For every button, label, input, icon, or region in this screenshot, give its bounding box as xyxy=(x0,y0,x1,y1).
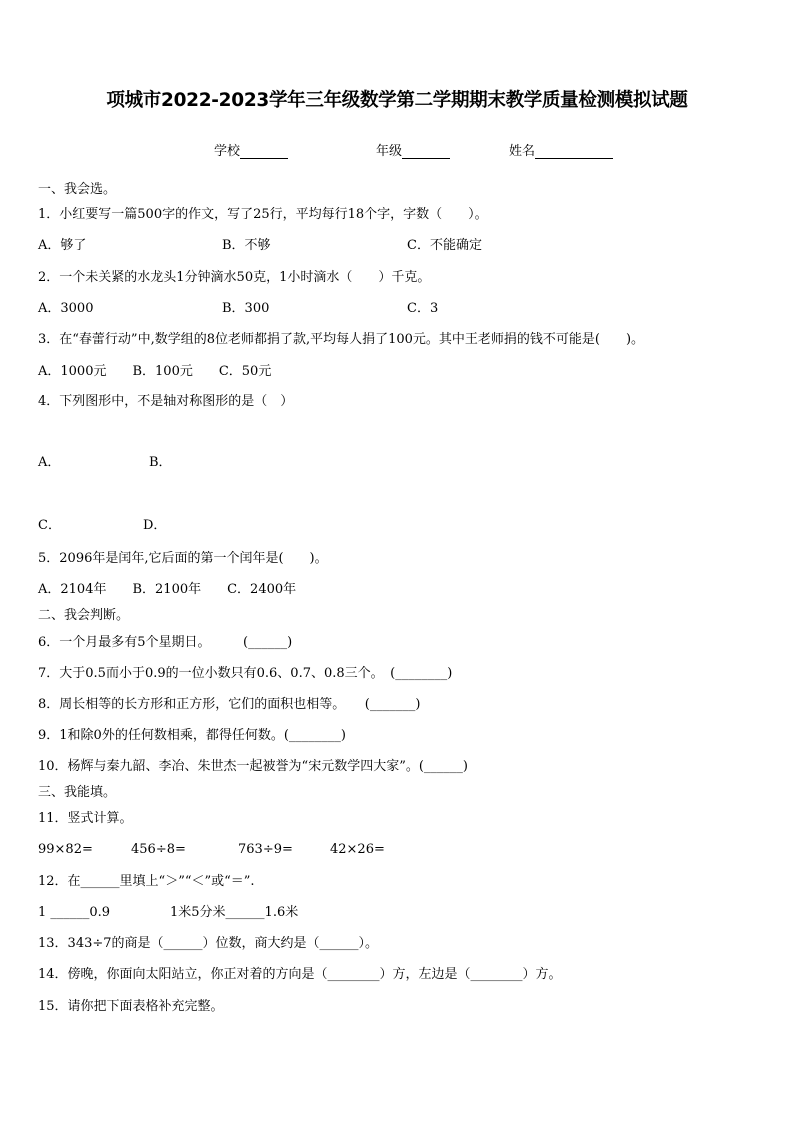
q4-option-b[interactable]: B． xyxy=(149,455,172,470)
q3-options[interactable]: A．1000元 B．100元 C．50元 xyxy=(38,364,272,379)
question-4: 4．下列图形中，不是轴对称图形的是（ ） xyxy=(38,394,294,409)
question-3: 3．在“春蕾行动”中,数学组的8位老师都捐了款,平均每人捐了100元。其中王老师捐的钱不可能是( )。 xyxy=(38,332,645,347)
school-label: 学校 xyxy=(214,144,241,159)
question-15: 15．请你把下面表格补充完整。 xyxy=(38,999,224,1014)
grade-field[interactable] xyxy=(376,140,450,159)
q1-option-a[interactable]: A．够了 xyxy=(38,238,87,253)
question-5: 5．2096年是闰年,它后面的第一个闰年是( )。 xyxy=(38,551,328,566)
question-12: 12．在______里填上“＞”“＜”或“＝”. xyxy=(38,874,255,889)
question-13: 13．343÷7的商是（______）位数，商大约是（______）。 xyxy=(38,936,379,951)
question-6: 6．一个月最多有5个星期日。 (______) xyxy=(38,635,293,650)
question-8: 8．周长相等的长方形和正方形，它们的面积也相等。 (_______) xyxy=(38,697,421,712)
page-title: 项城市2022-2023学年三年级数学第二学期期末教学质量检测模拟试题 xyxy=(106,90,688,111)
question-1: 1．小红要写一篇500字的作文，写了25行，平均每行18个字，字数（ ）。 xyxy=(38,207,488,222)
q1-option-b[interactable]: B．不够 xyxy=(222,238,271,253)
school-field[interactable] xyxy=(214,140,288,159)
q4-option-d[interactable]: D． xyxy=(143,518,167,533)
q11-calc-b: 456÷8= xyxy=(131,842,186,857)
q4-option-a[interactable]: A． xyxy=(38,455,61,470)
q2-option-a[interactable]: A．3000 xyxy=(38,301,94,316)
question-7: 7．大于0.5而小于0.9的一位小数只有0.6、0.7、0.8三个。 (________) xyxy=(38,666,453,681)
q12-item-b: 1米5分米______1.6米 xyxy=(170,905,299,920)
q5-options[interactable]: A．2104年 B．2100年 C．2400年 xyxy=(38,582,297,597)
section-heading-judge: 二、我会判断。 xyxy=(38,608,130,623)
name-blank[interactable] xyxy=(535,145,613,159)
q2-option-b[interactable]: B．300 xyxy=(222,301,270,316)
section-heading-fill: 三、我能填。 xyxy=(38,785,117,800)
question-2: 2．一个未关紧的水龙头1分钟滴水50克，1小时滴水（ ）千克。 xyxy=(38,270,431,285)
q12-item-a: 1 ______0.9 xyxy=(38,905,111,920)
section-heading-choose: 一、我会选。 xyxy=(38,182,117,197)
q11-calc-d: 42×26= xyxy=(330,842,385,857)
question-11: 11．竖式计算。 xyxy=(38,811,133,826)
grade-blank[interactable] xyxy=(402,145,450,159)
question-10: 10．杨辉与秦九韶、李冶、朱世杰一起被誉为“宋元数学四大家”。(______) xyxy=(38,759,468,774)
school-blank[interactable] xyxy=(240,145,288,159)
question-9: 9．1和除0外的任何数相乘，都得任何数。(________) xyxy=(38,728,346,743)
grade-label: 年级 xyxy=(376,144,403,159)
name-field[interactable] xyxy=(509,140,613,159)
q4-option-c[interactable]: C． xyxy=(38,518,61,533)
q1-option-c[interactable]: C．不能确定 xyxy=(407,238,482,253)
q11-calc-a: 99×82= xyxy=(38,842,93,857)
name-label: 姓名 xyxy=(509,144,536,159)
q2-option-c[interactable]: C．3 xyxy=(407,301,439,316)
q11-calc-c: 763÷9= xyxy=(238,842,293,857)
question-14: 14．傍晚，你面向太阳站立，你正对着的方向是（________）方，左边是（________）方。 xyxy=(38,967,562,982)
